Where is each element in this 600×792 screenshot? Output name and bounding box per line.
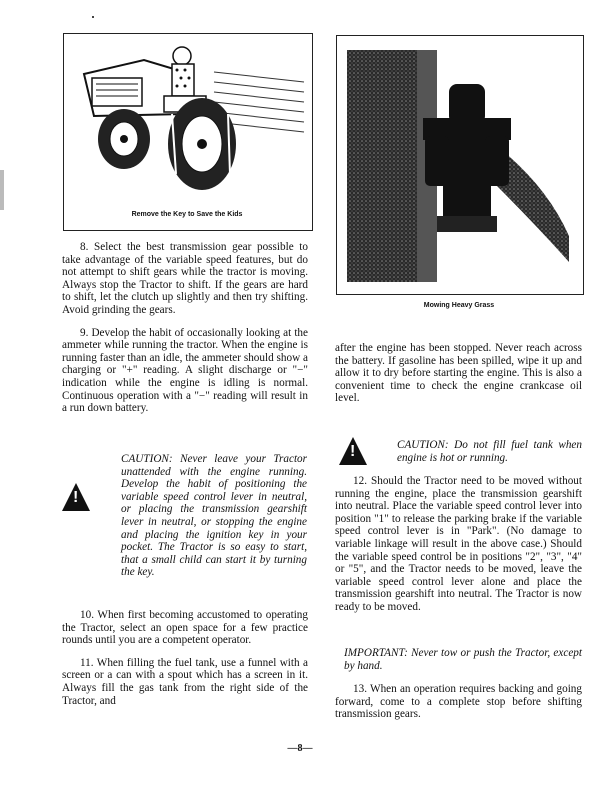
paragraph-8: 8. Select the best transmission gear possible to take advantage of the variable speed features, but do not attempt to shift gears while the tractor is moving. Always stop the Tractor to shift. If the gears are hard to shift, let the clutch up slightly and then try shifting. Avoid grinding the gears.: [62, 241, 308, 316]
right-column-top: [335, 342, 582, 415]
right-column-bottom: [335, 683, 582, 731]
page-number: —8—: [287, 743, 313, 754]
paragraph-11-continued: after the engine has been stopped. Never reach across the battery. If gasoline has been spilled, wipe it up and allow it to dry before starting the engine. This is also a convenient time to check the engine crankcase oil level.: [335, 342, 582, 405]
warning-icon: !: [339, 437, 367, 465]
caution-unattended: CAUTION: Never leave your Tractor unattended with the engine running. Develop the habit of positioning the variable speed control lever in neutral, or placing the transmission gearshift lever in neutral, or stopping the engine and placing the ignition key in your pocket. The Tractor is so easy to start, that a small child can start it by turning the key.: [121, 453, 307, 579]
binding-mark: [0, 170, 4, 210]
warning-icon: !: [62, 483, 90, 511]
paragraph-10: 10. When first becoming accustomed to operating the Tractor, select an open space for a few practice rounds until you are a competent operator.: [62, 609, 308, 647]
paragraph-11: 11. When filling the fuel tank, use a funnel with a screen or a can with a spout which has a screen in it. Always fill the gas tank from the right side of the Tractor, and: [62, 656, 308, 707]
mowing-illustration: [337, 36, 583, 294]
left-column-bottom: [62, 609, 308, 717]
figure-caption: Mowing Heavy Grass: [423, 302, 495, 309]
figure-mowing-heavy-grass: [336, 35, 584, 295]
paragraph-9: 9. Develop the habit of occasionally looking at the ammeter while running the tractor. When the engine is running faster than an idle, the ammeter should show a charging or "+" reading. A slight discharge or "−" indication while the engine is idling is normal. Continuous operation with a "−" reading will result in a run down battery.: [62, 326, 308, 415]
speck: [92, 16, 94, 18]
left-column-top: [62, 241, 308, 425]
paragraph-12: 12. Should the Tractor need to be moved without running the engine, place the transmission gearshift into neutral. Place the variable speed control lever into position "1" to release the parking brake if the variable speed control lever is in "Park". (No damage to variable linkage will result in the above case.) Should the variable speed control be in positions "2", "3", "4" or "5", and the Tractor needs to be moved, leave the variable speed control lever alone and place the transmission gearshift into neutral. The Tractor is now ready to be moved.: [335, 475, 582, 613]
paragraph-13: 13. When an operation requires backing and going forward, come to a complete stop before shifting transmission gears.: [335, 683, 582, 721]
important-note: IMPORTANT: Never tow or push the Tractor, except by hand.: [344, 647, 582, 672]
caution-fuel-tank: CAUTION: Do not fill fuel tank when engine is hot or running.: [397, 439, 582, 464]
tractor-illustration: [64, 34, 312, 230]
figure-caption: Remove the Key to Save the Kids: [131, 211, 243, 218]
right-column-middle: [335, 475, 582, 624]
figure-kids-on-tractor: [63, 33, 313, 231]
